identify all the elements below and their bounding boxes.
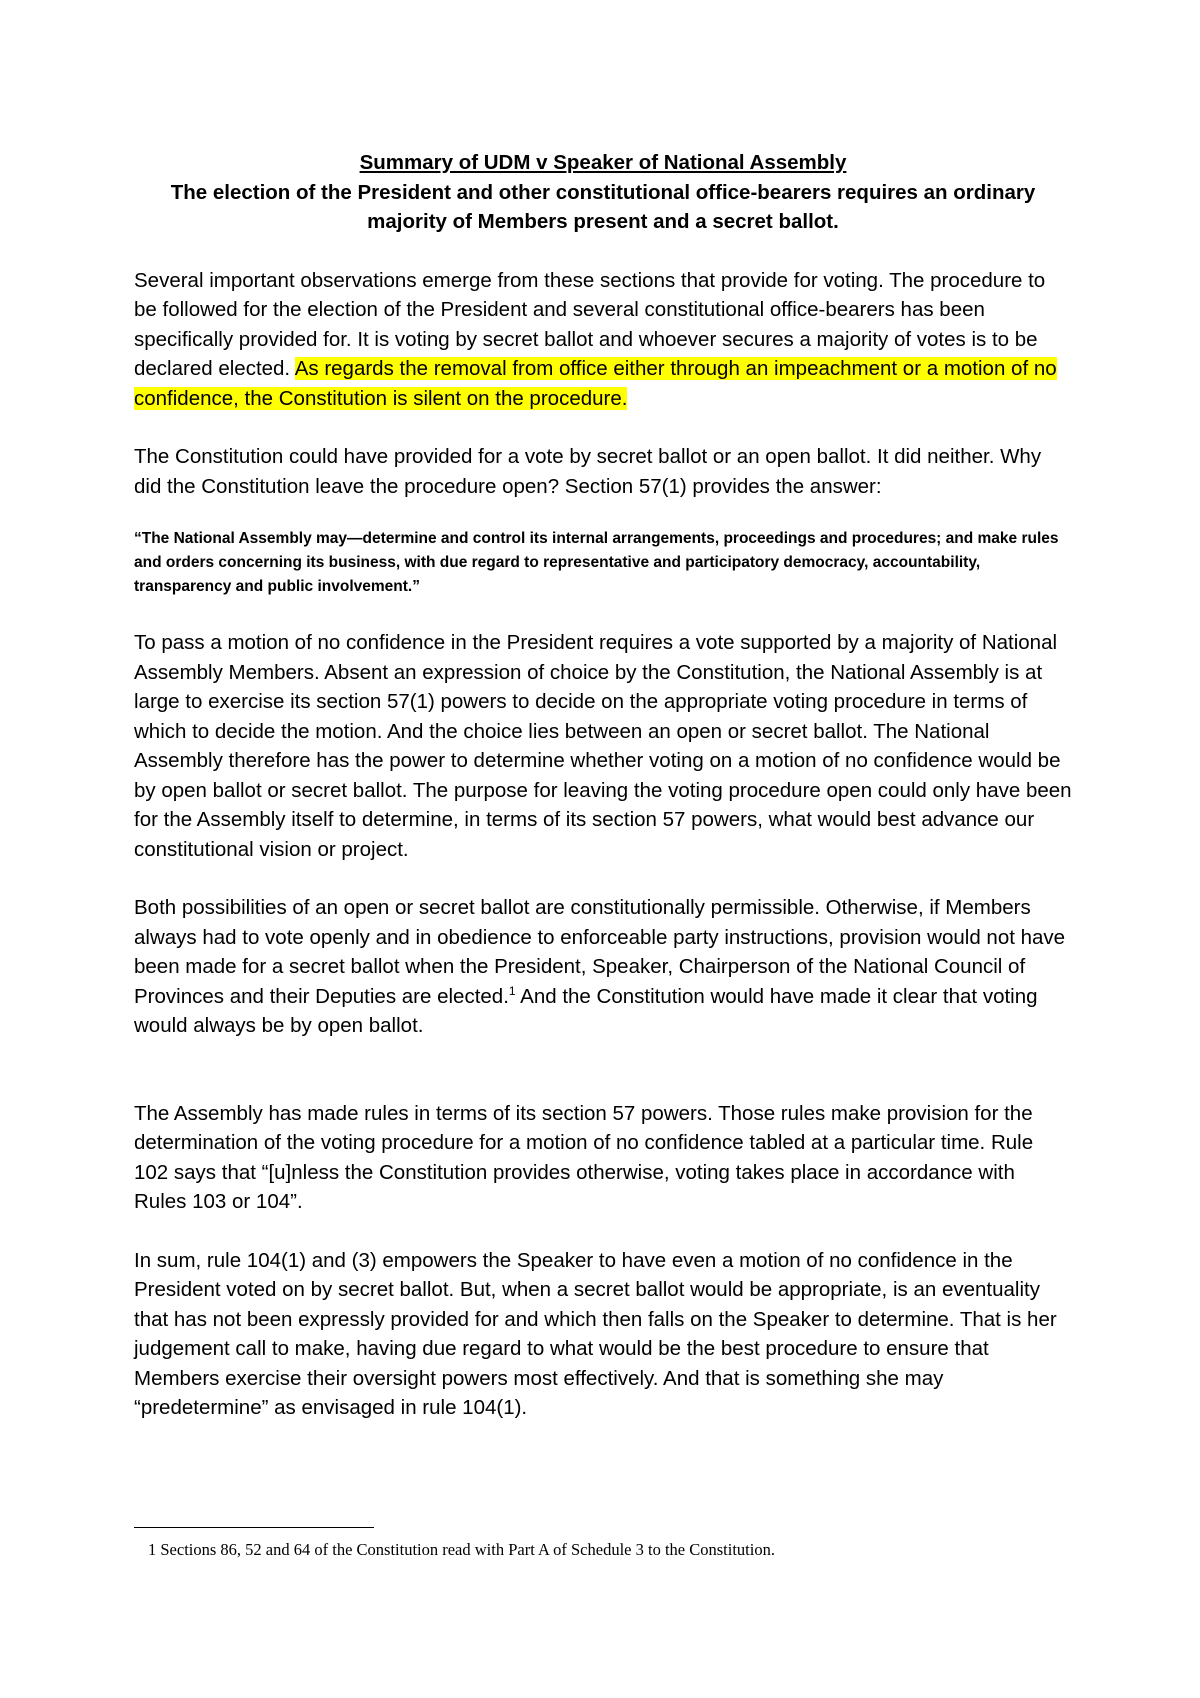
- paragraph-both-possibilities: [134, 893, 1072, 1041]
- paragraph-both-possibilities-tail: And the Constitution would have made it clear that voting would always be by open ballot.: [134, 984, 1038, 1037]
- paragraph-in-sum: In sum, rule 104(1) and (3) empowers the Speaker to have even a motion of no confidence in the President voted on by secret ballot. But, when a secret ballot would be appropriate, is an eventuality that has not been expressly provided for and which then falls on the Speaker to determine. That is her judgement call to make, having due regard to what would be the best procedure to ensure that Members exercise their oversight powers most effectively. And that is something she may “predetermine” as envisaged in rule 104(1).: [134, 1248, 1057, 1419]
- paragraph-constitution-silent: The Constitution could have provided for a vote by secret ballot or an open ballot. It did neither. Why did the Constitution leave the procedure open? Section 57(1) provides the answer:: [134, 445, 1042, 498]
- footnote-marker[interactable]: 1: [508, 983, 516, 998]
- footnote-separator: [134, 1527, 374, 1528]
- paragraph-both-possibilities-text: Both possibilities of an open or secret ballot are constitutionally permissible. Otherwise, if Members always had to vote openly and in obedience to enforceable party instructions, provision would not have been made for a secret ballot when the President, Speaker, Chairperson of the National Council of Provinces and their Deputies are elected.: [134, 896, 1066, 1008]
- document-subtitle: The election of the President and other constitutional office-bearers requires an ordinary majority of Members present and a secret ballot.: [170, 180, 1036, 233]
- paragraph-motion-of-no-confidence: To pass a motion of no confidence in the President requires a vote supported by a majority of National Assembly Members. Absent an expression of choice by the Constitution, the National Assembly is at large to exercise its section 57(1) powers to decide on the appropriate voting procedure in terms of which to decide the motion. And the choice lies between an open or secret ballot. The National Assembly therefore has the power to determine whether voting on a motion of no confidence would be by open ballot or secret ballot. The purpose for leaving the voting procedure open could only have been for the Assembly itself to determine, in terms of its section 57 powers, what would best advance our constitutional vision or project.: [134, 631, 1072, 861]
- paragraph-observations-text: Several important observations emerge from these sections that provide for voting. The procedure to be followed for the election of the President and several constitutional office-bearers has been specifically provided for. It is voting by secret ballot and whoever secures a majority of votes is to be declared elected.: [134, 268, 1046, 380]
- document-title: Summary of UDM v Speaker of National Assembly: [359, 151, 847, 174]
- footnote-text: 1 Sections 86, 52 and 64 of the Constitution read with Part A of Schedule 3 to the Constitution.: [148, 1540, 775, 1559]
- paragraph-assembly-rules: The Assembly has made rules in terms of its section 57 powers. Those rules make provision for the determination of the voting procedure for a motion of no confidence tabled at a particular time. Rule 102 says that “[u]nless the Constitution provides otherwise, voting takes place in accordance with Rules 103 or 104”.: [134, 1101, 1034, 1213]
- highlighted-text: As regards the removal from office either through an impeachment or a motion of no confidence, the Constitution is silent on the procedure.: [134, 357, 1057, 410]
- document-body: [134, 148, 1072, 1423]
- section-57-quote: “The National Assembly may—determine and control its internal arrangements, proceedings and procedures; and make rules and orders concerning its business, with due regard to representative and participatory democracy, accountability, transparency and public involvement.”: [134, 530, 1059, 595]
- paragraph-observations: [134, 266, 1072, 414]
